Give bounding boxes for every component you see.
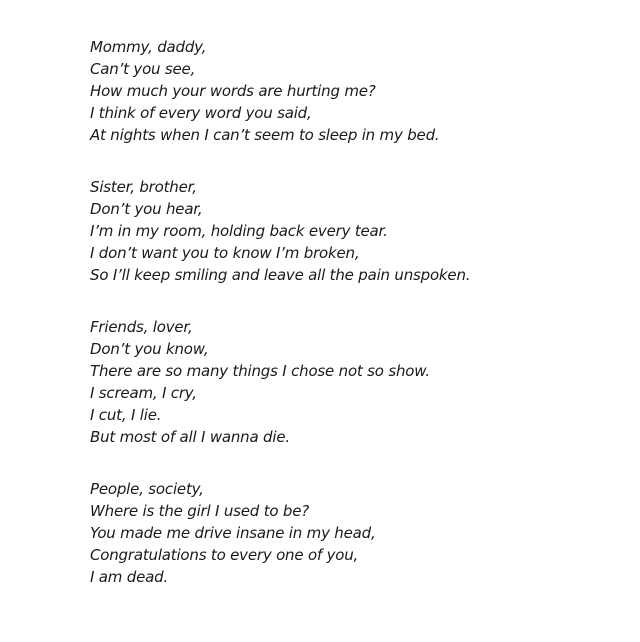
poem-line: I think of every word you said,	[90, 104, 312, 122]
stanza-4	[90, 478, 610, 588]
poem-line: Don’t you know,	[90, 340, 209, 358]
stanza-2	[90, 176, 610, 286]
poem-line: But most of all I wanna die.	[90, 428, 290, 446]
poem-line: I don’t want you to know I’m broken,	[90, 244, 360, 262]
poem-line: Mommy, daddy,	[90, 38, 207, 56]
poem-line: Friends, lover,	[90, 318, 193, 336]
stanza-1	[90, 36, 610, 146]
poem-line: Congratulations to every one of you,	[90, 546, 359, 564]
poem-line: I am dead.	[90, 568, 168, 586]
poem-line: At nights when I can’t seem to sleep in my bed.	[90, 126, 440, 144]
poem-line: How much your words are hurting me?	[90, 82, 376, 100]
poem-line: There are so many things I chose not so show.	[90, 362, 430, 380]
poem-line: Sister, brother,	[90, 178, 197, 196]
poem-line: Don’t you hear,	[90, 200, 203, 218]
poem-line: So I’ll keep smiling and leave all the pain unspoken.	[90, 266, 471, 284]
poem-line: People, society,	[90, 480, 204, 498]
poem-line: Where is the girl I used to be?	[90, 502, 310, 520]
poem-line: I’m in my room, holding back every tear.	[90, 222, 388, 240]
poem-line: Can’t you see,	[90, 60, 196, 78]
poem	[90, 36, 610, 588]
poem-line: I scream, I cry,	[90, 384, 197, 402]
poem-line: I cut, I lie.	[90, 406, 162, 424]
stanza-3	[90, 316, 610, 448]
poem-line: You made me drive insane in my head,	[90, 524, 376, 542]
